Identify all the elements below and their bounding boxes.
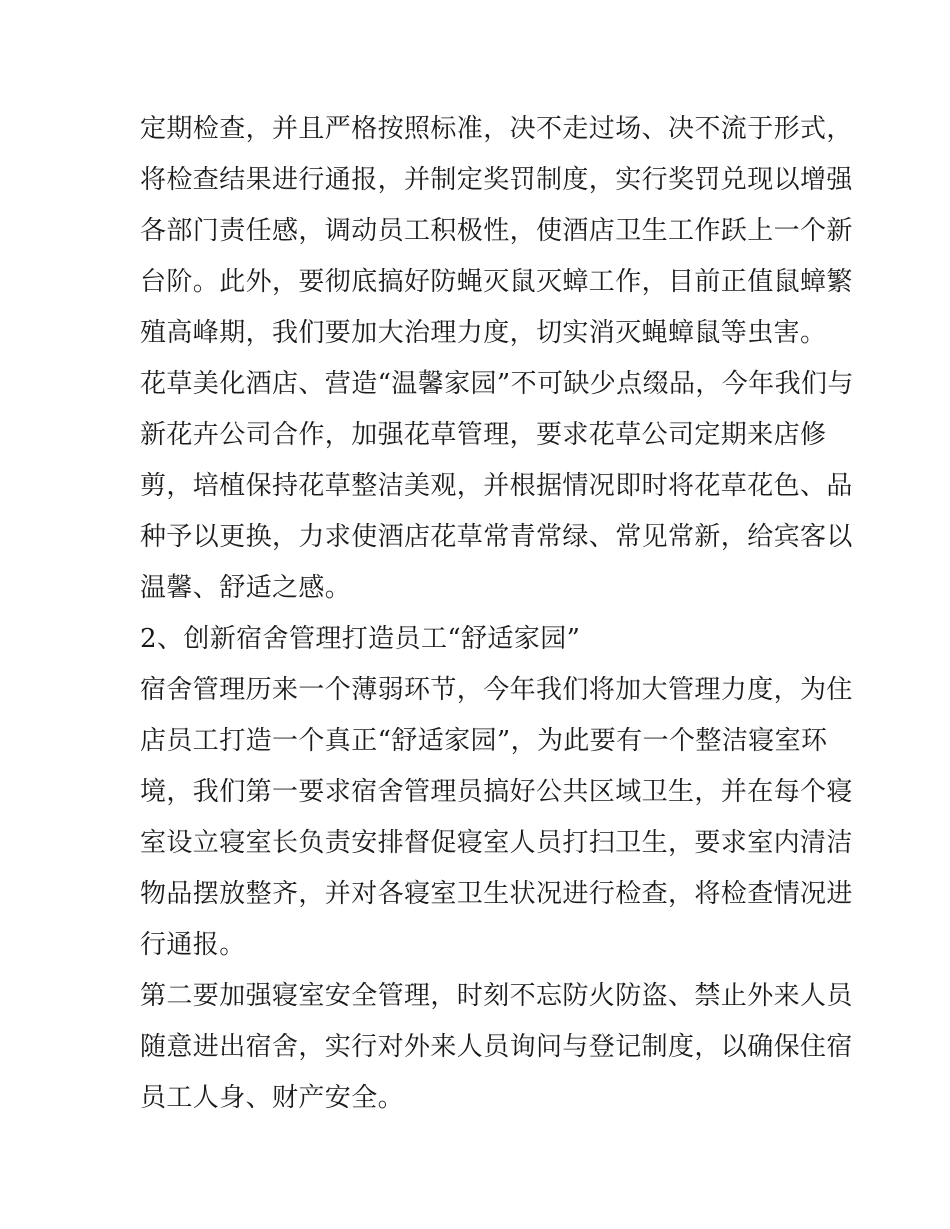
document-body bbox=[140, 104, 854, 1124]
text-line: 店员工打造一个真正“舒适家园”，为此要有一个整洁寝室环 bbox=[140, 726, 828, 756]
text-line: 花草美化酒店、营造“温馨家园”不可缺少点缀品，今年我们与 bbox=[140, 369, 854, 399]
text-line: 定期检查，并且严格按照标准，决不走过场、决不流于形式， bbox=[140, 114, 853, 144]
text-line: 宿舍管理历来一个薄弱环节，今年我们将加大管理力度，为住 bbox=[140, 675, 853, 705]
text-line: 种予以更换，力求使酒店花草常青常绿、常见常新，给宾客以 bbox=[140, 522, 853, 552]
text-line: 剪，培植保持花草整洁美观，并根据情况即时将花草花色、品 bbox=[140, 471, 853, 501]
text-line: 台阶。此外，要彻底搞好防蝇灭鼠灭蟑工作，目前正值鼠蟑繁 bbox=[140, 267, 853, 297]
section-heading: 2、创新宿舍管理打造员工“舒适家园” bbox=[140, 624, 581, 654]
text-line: 境，我们第一要求宿舍管理员搞好公共区域卫生，并在每个寝 bbox=[140, 777, 853, 807]
text-line: 随意进出宿舍，实行对外来人员询问与登记制度，以确保住宿 bbox=[140, 1032, 853, 1062]
text-line: 各部门责任感，调动员工积极性，使酒店卫生工作跃上一个新 bbox=[140, 216, 853, 246]
text-line: 新花卉公司合作，加强花草管理，要求花草公司定期来店修 bbox=[140, 420, 827, 450]
text-line: 员工人身、财产安全。 bbox=[140, 1083, 405, 1113]
text-line: 物品摆放整齐，并对各寝室卫生状况进行检查，将检查情况进 bbox=[140, 879, 853, 909]
text-line: 第二要加强寝室安全管理，时刻不忘防火防盗、禁止外来人员 bbox=[140, 981, 853, 1011]
text-line: 行通报。 bbox=[140, 930, 246, 960]
text-line: 殖高峰期，我们要加大治理力度，切实消灭蝇蟑鼠等虫害。 bbox=[140, 318, 827, 348]
text-line: 室设立寝室长负责安排督促寝室人员打扫卫生，要求室内清洁 bbox=[140, 828, 853, 858]
text-line: 将检查结果进行通报，并制定奖罚制度，实行奖罚兑现以增强 bbox=[140, 165, 853, 195]
text-line: 温馨、舒适之感。 bbox=[140, 573, 352, 603]
